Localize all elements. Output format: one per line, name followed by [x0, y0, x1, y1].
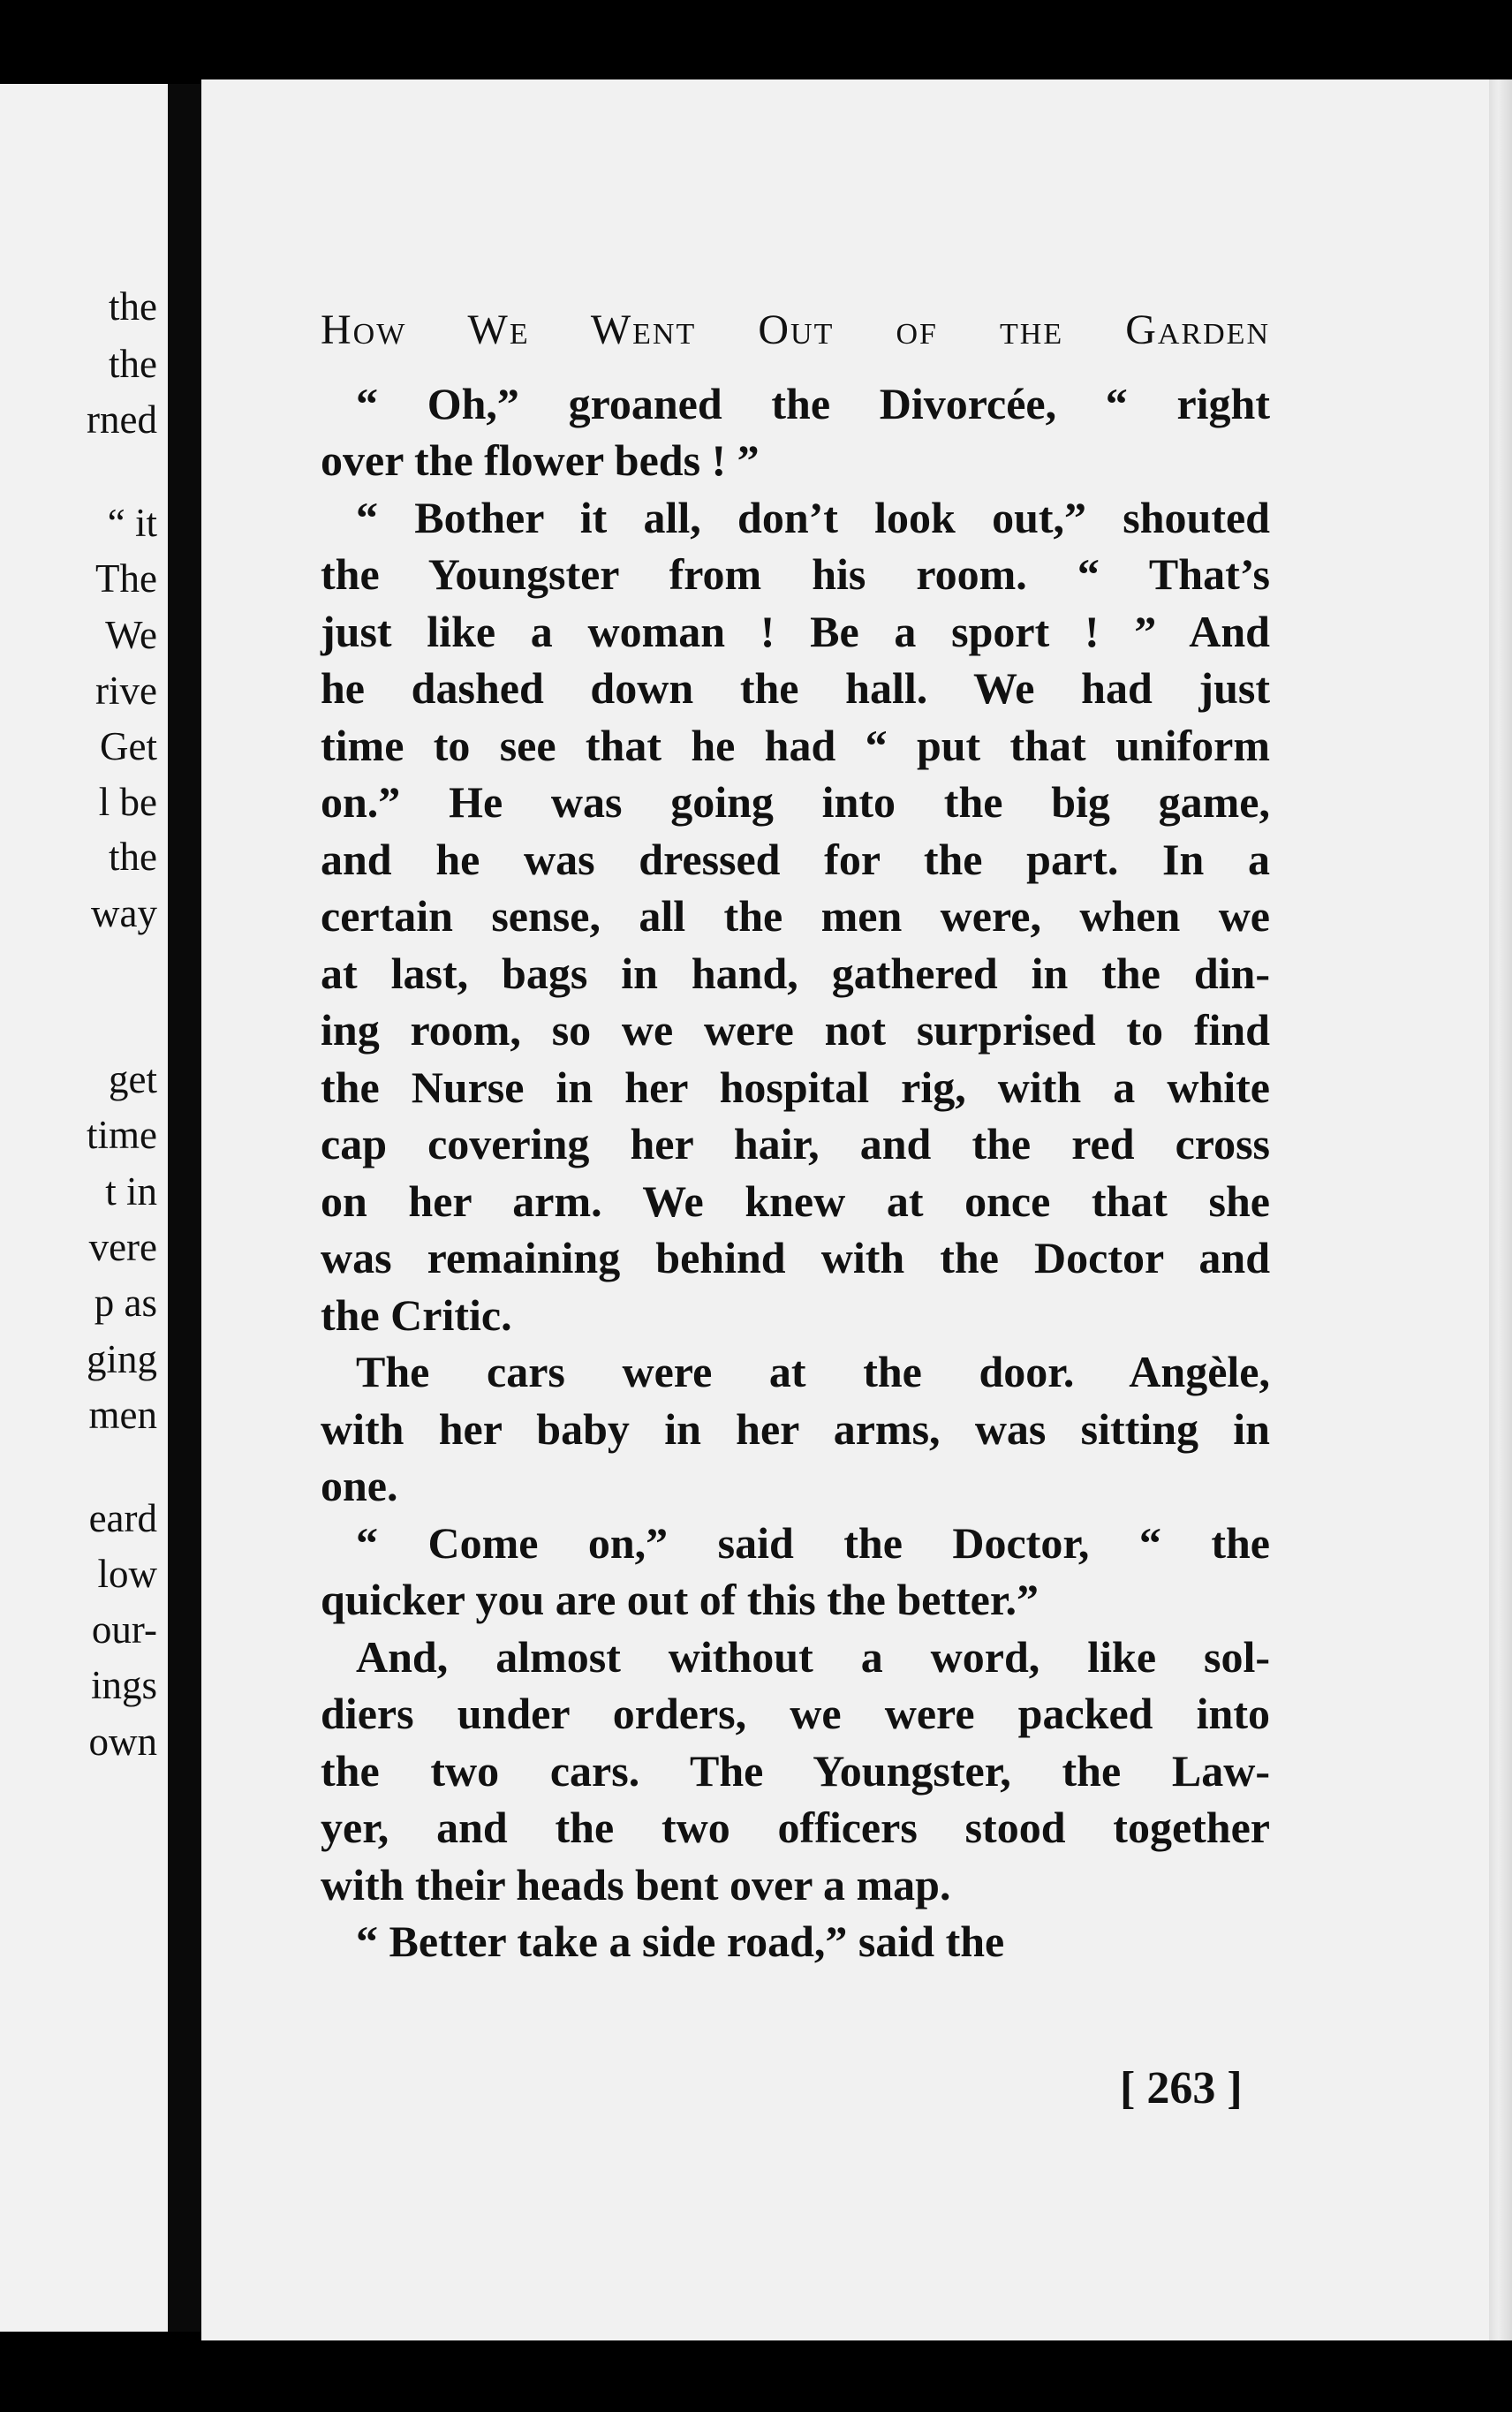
- text-line: ing room, so we were not surprised to find: [321, 1005, 1270, 1055]
- paragraph: [321, 1629, 1270, 1914]
- text-line: diers under orders, we were packed into: [321, 1689, 1270, 1739]
- paragraph: [321, 489, 1270, 1344]
- text-line: the Youngster from his room. “ That’s: [321, 549, 1270, 600]
- left-page-fragment: our-: [91, 1607, 157, 1652]
- text-line: “ Bother it all, don’t look out,” shouted: [356, 492, 1270, 542]
- text-line: he dashed down the hall. We had just: [321, 663, 1270, 714]
- text-line: quicker you are out of this the better.”: [321, 1575, 1039, 1625]
- left-page-fragment: vere: [88, 1225, 157, 1269]
- text-line: “ Come on,” said the Doctor, “ the: [356, 1517, 1270, 1568]
- text-line: time to see that he had “ put that uniform: [321, 720, 1270, 770]
- text-line: on.” He was going into the big game,: [321, 777, 1270, 828]
- left-page-fragment: rive: [95, 669, 157, 713]
- text-line: one.: [321, 1461, 398, 1511]
- text-line: “ Better take a side road,” said the: [356, 1917, 1005, 1967]
- left-page-fragment: men: [88, 1393, 157, 1437]
- text-line: at last, bags in hand, gathered in the din-: [321, 948, 1270, 998]
- left-page-fragment: Get: [100, 724, 157, 768]
- running-head: How We Went Out of the Garden: [321, 306, 1270, 353]
- body-text: [321, 375, 1270, 1970]
- text-line: was remaining behind with the Doctor and: [321, 1233, 1270, 1283]
- right-page: [201, 79, 1512, 2340]
- text-line: the Critic.: [321, 1289, 512, 1340]
- left-page-fragment: own: [88, 1720, 157, 1764]
- left-page-fragment: eard: [88, 1496, 157, 1540]
- page-text-block: [321, 305, 1270, 1970]
- text-line: the Nurse in her hospital rig, with a white: [321, 1062, 1270, 1112]
- left-page-fragment: rned: [87, 397, 157, 442]
- left-page-fragment: l be: [98, 780, 157, 824]
- text-line: the two cars. The Youngster, the Law-: [321, 1745, 1270, 1796]
- text-line: with their heads bent over a map.: [321, 1859, 951, 1909]
- text-line: over the flower beds ! ”: [321, 435, 760, 486]
- text-line: The cars were at the door. Angèle,: [356, 1347, 1270, 1397]
- text-line: just like a woman ! Be a sport ! ” And: [321, 606, 1270, 656]
- paragraph: [321, 1343, 1270, 1515]
- left-page-fragment: We: [105, 613, 157, 657]
- paragraph: [321, 1913, 1270, 1970]
- text-line: with her baby in her arms, was sitting in: [321, 1403, 1270, 1454]
- left-page-fragment: way: [91, 891, 157, 935]
- left-page-fragment: “ it: [107, 501, 157, 545]
- left-page-fragment: ings: [90, 1663, 157, 1707]
- text-line: on her arm. We knew at once that she: [321, 1176, 1270, 1226]
- left-page-fragment: the: [109, 284, 157, 329]
- left-page-fragment: The: [95, 556, 157, 601]
- page-edge-shadow: [1489, 79, 1512, 2340]
- left-page-fragment: get: [109, 1057, 157, 1101]
- text-line: And, almost without a word, like sol-: [356, 1631, 1270, 1682]
- paragraph: [321, 1515, 1270, 1629]
- page-number: [ 263 ]: [1120, 2063, 1243, 2113]
- left-facing-page: [0, 84, 168, 2332]
- left-page-fragment: low: [97, 1552, 157, 1596]
- left-page-fragment: t in: [105, 1169, 157, 1214]
- paragraph: [321, 375, 1270, 489]
- left-page-fragment: p as: [94, 1281, 157, 1325]
- text-line: “ Oh,” groaned the Divorcée, “ right: [356, 378, 1270, 428]
- text-line: yer, and the two officers stood together: [321, 1803, 1270, 1853]
- left-page-fragment: the: [109, 342, 157, 386]
- left-page-fragment: time: [87, 1113, 157, 1157]
- text-line: and he was dressed for the part. In a: [321, 834, 1270, 884]
- book-gutter: [168, 84, 201, 2332]
- left-page-fragment: the: [109, 835, 157, 879]
- text-line: cap covering her hair, and the red cross: [321, 1119, 1270, 1169]
- text-line: certain sense, all the men were, when we: [321, 891, 1270, 941]
- left-page-fragment: ging: [86, 1337, 157, 1381]
